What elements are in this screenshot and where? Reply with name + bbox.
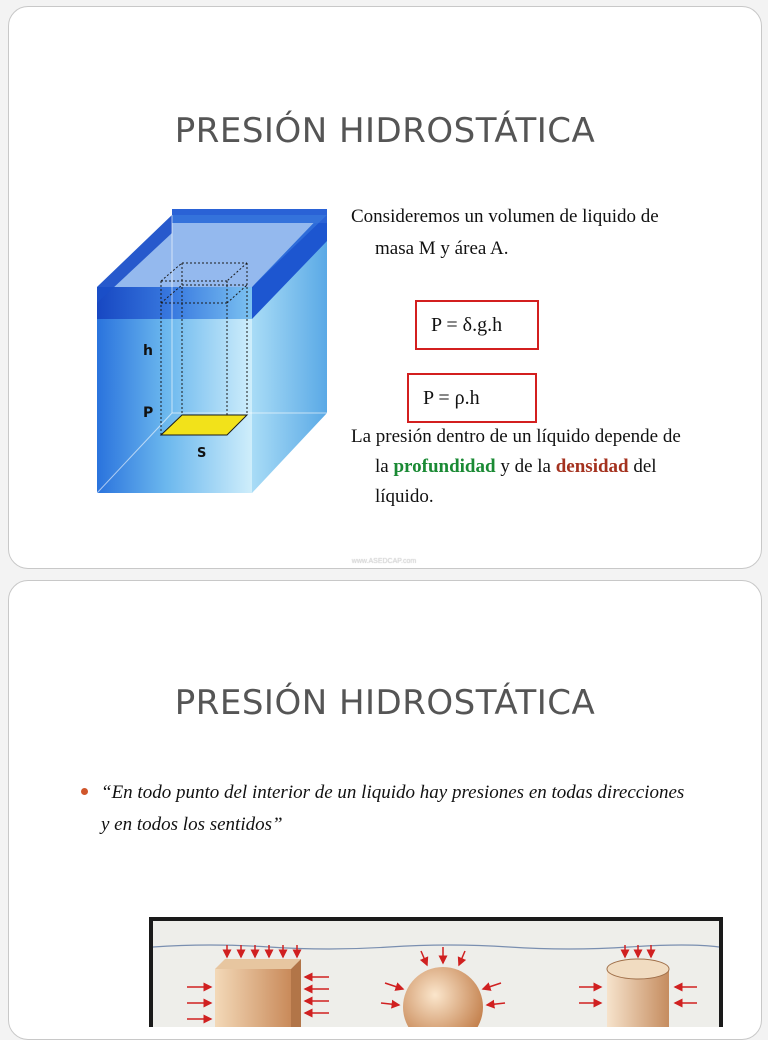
conclusion-line-3: líquido. [375, 486, 434, 507]
label-h: h [143, 343, 153, 359]
cube-object [215, 959, 301, 969]
tank-front-face [97, 295, 252, 493]
label-s: S [197, 446, 207, 461]
formula-density-gravity: P = δ.g.h [415, 300, 539, 350]
conclusion-line-2 [375, 453, 657, 481]
bullet-dot [81, 788, 88, 795]
depth-highlight: profundidad [393, 456, 496, 477]
slide-2 [8, 580, 762, 1040]
density-highlight: densidad [555, 456, 629, 477]
slide-1 [8, 6, 762, 569]
conclusion-pre: la [375, 456, 394, 477]
conclusion-line-1: La presión dentro de un líquido depende de [351, 426, 681, 447]
watermark-small: www.ASEDCAP.com [351, 558, 417, 565]
conclusion-mid: y de la [495, 456, 556, 477]
quote-line-2: y en todos los sentidos” [101, 814, 283, 835]
pressure-directions-diagram [149, 917, 723, 1027]
formula-specific-weight: P = ρ.h [407, 373, 537, 423]
intro-line-2: masa M y área A. [375, 238, 509, 259]
quote-line-1: “En todo punto del interior de un liquido hay presiones en todas direcciones [101, 782, 685, 803]
hydrostatic-tank-diagram [87, 203, 337, 503]
intro-line-1: Consideremos un volumen de liquido de [351, 206, 659, 227]
label-p: P [143, 405, 154, 421]
slide-2-title: PRESIÓN HIDROSTÁTICA [174, 683, 596, 723]
conclusion-post: del [628, 456, 657, 477]
slide-1-title: PRESIÓN HIDROSTÁTICA [174, 111, 596, 151]
